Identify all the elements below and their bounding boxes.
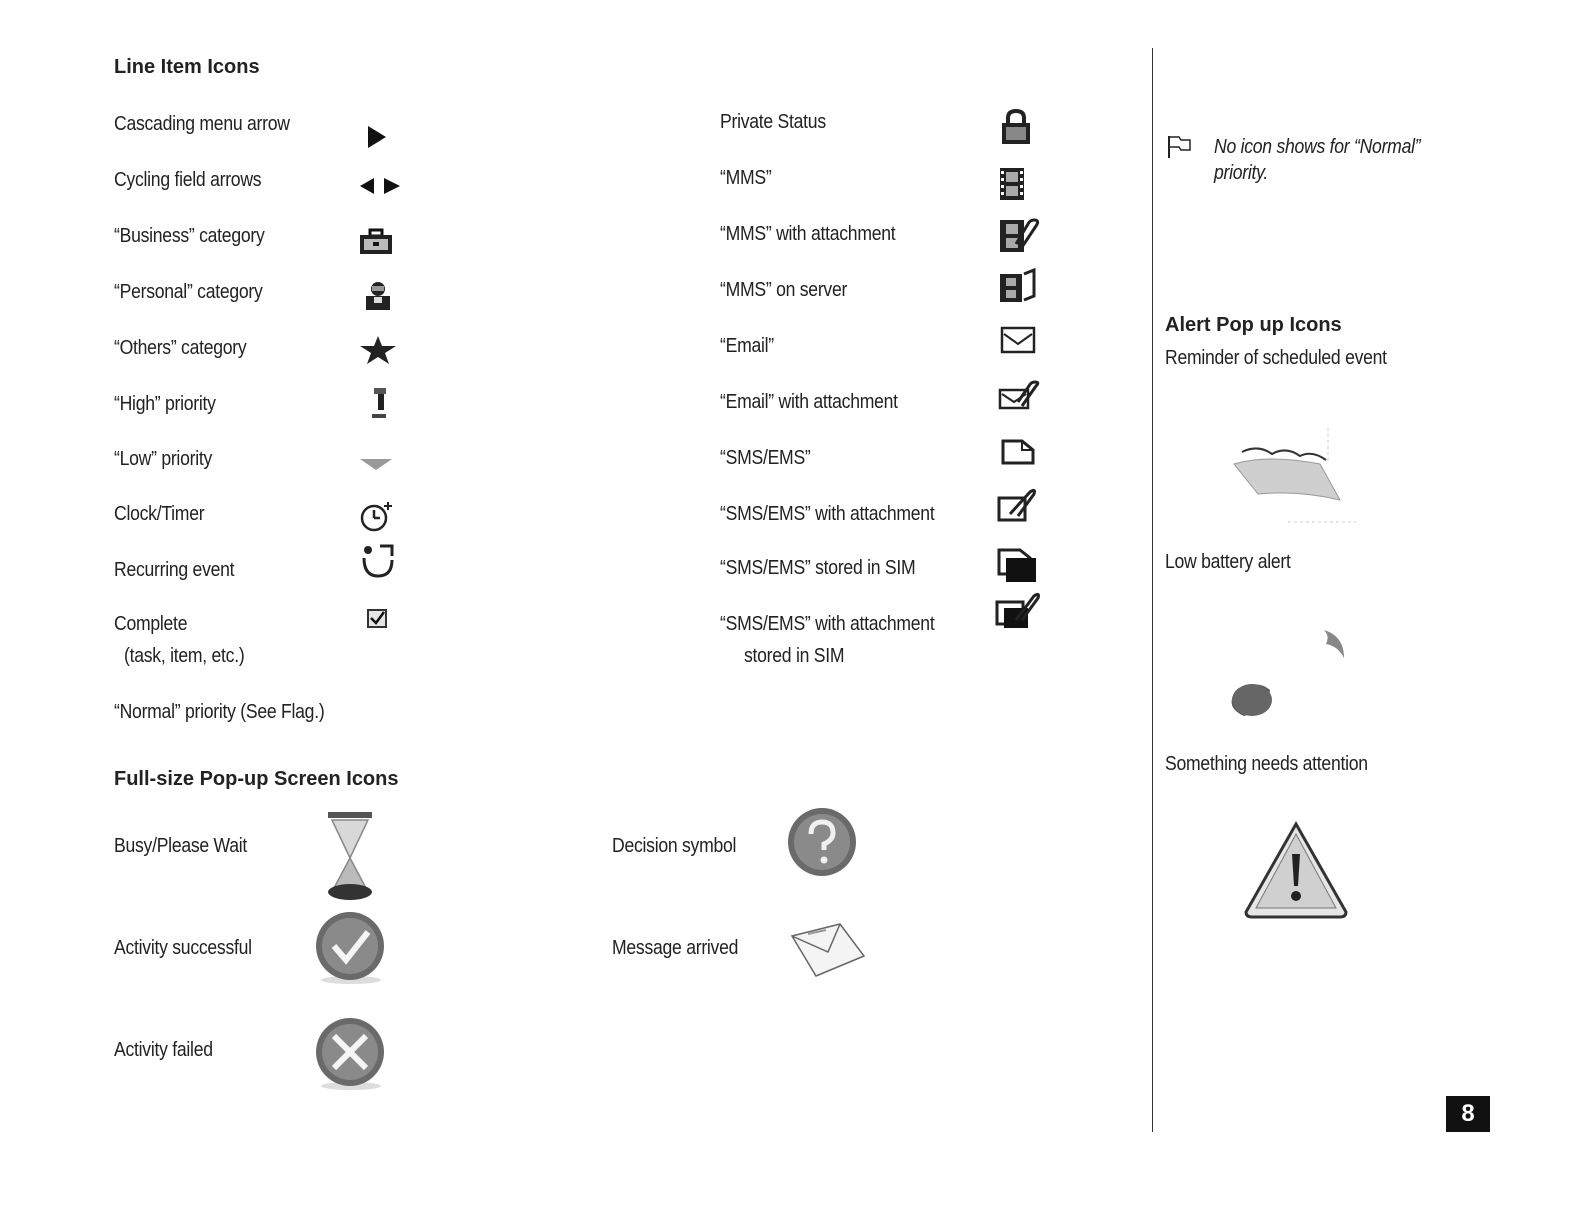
email-attachment-icon [998,380,1042,412]
label-clock: Clock/Timer [114,503,205,525]
alert-title: Alert Pop up Icons [1165,314,1342,336]
label-message-arrived: Message arrived [612,937,739,959]
label-decision: Decision symbol [612,835,737,857]
label-sms-attachment-sim-sub: stored in SIM [744,645,845,667]
low-battery-icon [1222,624,1362,728]
lock-icon [998,108,1034,146]
label-sms-attachment: “SMS/EMS” with attachment [720,503,935,525]
label-mms: “MMS” [720,167,772,189]
clock-icon [358,500,398,534]
label-personal: “Personal” category [114,281,263,303]
cascade-arrow-icon [366,124,388,150]
column-divider [1152,48,1153,1132]
hourglass-icon [322,808,378,902]
sms-attachment-icon [996,488,1040,524]
warning-icon [1242,820,1350,920]
person-icon [362,280,394,312]
label-high: “High” priority [114,393,216,415]
success-check-icon [310,910,392,986]
label-complete: Complete [114,613,188,635]
sidebar-note: No icon shows for “Normal” priority. [1214,136,1421,184]
mms-icon [998,166,1026,202]
sms-attachment-sim-icon [994,592,1042,632]
email-icon [1000,326,1036,354]
label-success: Activity successful [114,937,252,959]
label-normal-priority: “Normal” priority (See Flag.) [114,701,325,723]
full-size-title: Full-size Pop-up Screen Icons [114,768,399,790]
briefcase-icon [358,228,394,256]
label-sms: “SMS/EMS” [720,447,811,469]
sms-sim-icon [996,544,1040,584]
label-business: “Business” category [114,225,265,247]
star-icon [356,334,400,366]
failed-x-icon [310,1016,392,1092]
label-attention: Something needs attention [1165,753,1368,775]
label-email-attachment: “Email” with attachment [720,391,898,413]
page-number: 8 [1446,1096,1490,1132]
sms-icon [1000,438,1036,466]
reminder-icon [1228,424,1362,530]
flag-icon [1166,134,1196,160]
label-failed: Activity failed [114,1039,213,1061]
label-mms-attachment: “MMS” with attachment [720,223,896,245]
label-sms-sim: “SMS/EMS” stored in SIM [720,557,916,579]
label-others: “Others” category [114,337,247,359]
line-item-title: Line Item Icons [114,56,260,78]
question-icon [786,806,862,878]
label-cycling-arrows: Cycling field arrows [114,169,262,191]
label-busy: Busy/Please Wait [114,835,248,857]
label-cascading-arrow: Cascading menu arrow [114,113,290,135]
cycle-arrows-icon [358,176,402,196]
mms-server-icon [998,268,1038,304]
high-priority-icon [368,386,392,422]
recurring-icon [358,542,398,582]
label-email: “Email” [720,335,774,357]
label-low: “Low” priority [114,448,213,470]
label-reminder: Reminder of scheduled event [1165,347,1387,369]
label-recurring: Recurring event [114,559,235,581]
label-low-battery: Low battery alert [1165,551,1291,573]
label-complete-sub: (task, item, etc.) [124,645,245,667]
checkbox-icon [366,608,390,630]
low-priority-icon [358,456,394,472]
mms-attachment-icon [998,216,1042,256]
label-private: Private Status [720,111,826,133]
label-sms-attachment-sim: “SMS/EMS” with attachment [720,613,935,635]
envelope-icon [788,920,868,982]
label-mms-server: “MMS” on server [720,279,848,301]
